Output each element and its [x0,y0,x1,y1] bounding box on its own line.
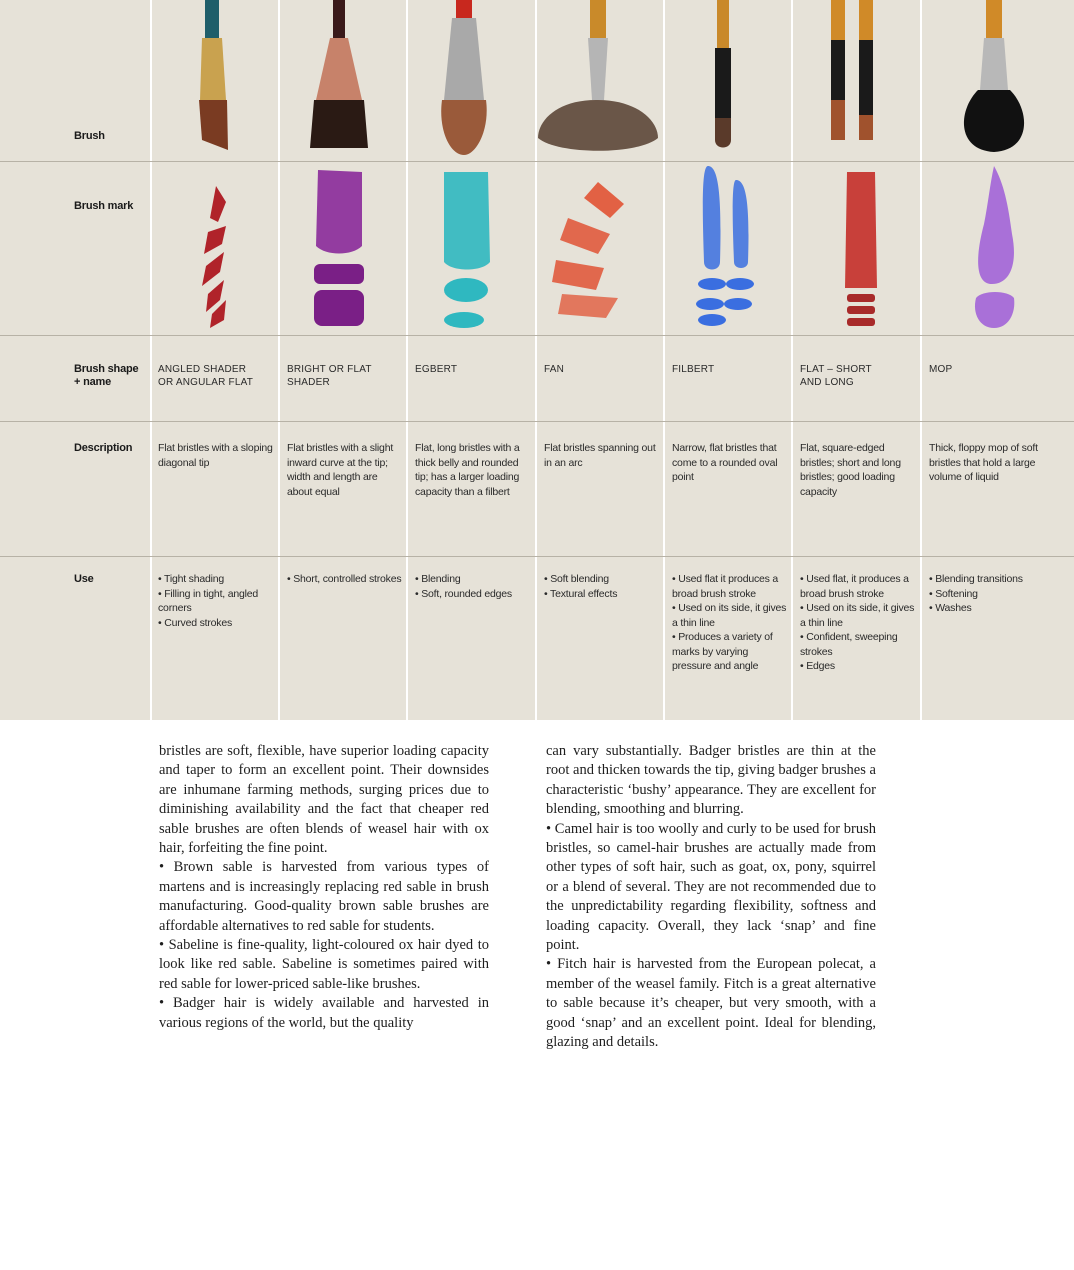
brush-handle [205,0,219,40]
row-divider [0,161,1074,162]
egbert-brush-icon [438,0,504,160]
use-item: • Used on its side, it gives a thin line [800,601,918,630]
brush-description: Flat bristles spanning out in an arc [544,442,656,469]
row-divider [0,335,1074,336]
use-item: • Used on its side, it gives a thin line [672,601,790,630]
brush-uses-list [800,572,918,674]
body-paragraph: • Sabeline is fine-quality, light-coloured ox hair dyed to look like red sable. Sabeline is sometimes paired with red sable for lower-priced sable-like brushes. [159,937,489,992]
filbert-brush-mark [692,162,762,330]
body-text-column-left [159,742,489,1033]
row-label-use: Use [74,573,94,585]
use-item: • Blending [415,572,533,587]
bright-flat-shader-brush-icon [308,0,378,160]
brush-ferrule [200,38,226,100]
row-label-brush-mark: Brush mark [74,200,134,212]
brush-description: Flat bristles with a sloping diagonal tip [158,442,273,469]
fan-brush-mark [548,178,633,328]
column-divider [278,0,280,720]
brush-ferrule [859,40,873,115]
use-item: • Short, controlled strokes [287,572,405,587]
body-paragraph: • Camel hair is too woolly and curly to be used for brush bristles, so camel-hair brushes are actually made from other types of soft hair, such as goat, ox, pony, squirrel or a blend of several. They are not recommended due to the unpredictability regarding flexibility, softness and loading capacity. Overall, they lack ‘snap’ and fine point. [546,820,876,954]
body-paragraph: • Brown sable is harvested from various types of martens and is increasingly replacing red sable in brush manufacturing. Good-quality brown sable brushes are affordable alternatives to red sable for students. [159,859,489,934]
use-item: • Curved strokes [158,616,276,631]
body-paragraph: bristles are soft, flexible, have superior loading capacity and taper to form an excellent point. Their downsides are inhumane farming methods, surging prices due to diminishing availability and the fact that cheaper red sable brushes are often blends of weasel hair with ox hair, forfeiting the fine point. [159,743,489,857]
brush-ferrule [980,38,1008,90]
brush-description: Thick, floppy mop of soft bristles that hold a large volume of liquid [929,442,1038,483]
use-item: • Filling in tight, angled corners [158,587,276,616]
brush-bristles [199,100,228,150]
brush-name: EGBERT [415,364,458,375]
body-text-column-right [546,742,876,1053]
column-divider [150,0,152,720]
use-item: • Used flat, it produces a broad brush stroke [800,572,918,601]
use-item: • Confident, sweeping strokes [800,630,918,659]
body-paragraph: can vary substantially. Badger bristles are thin at the root and thicken towards the tip, giving badger brushes a characteristic ‘bushy’ appearance. They are excellent for blending, smoothing and blurring. [546,743,876,818]
column-divider [791,0,793,720]
brush-description: Flat bristles with a slight inward curve at the tip; width and length are about equal [287,442,394,498]
brush-uses-list [672,572,790,674]
flat-short-long-brush-icon [825,0,885,160]
column-divider [920,0,922,720]
brush-handle [859,0,873,40]
mop-brush-mark [968,164,1028,332]
brush-handle [717,0,729,50]
use-item: • Blending transitions [929,572,1047,587]
brush-handle [590,0,606,40]
brush-ferrule [444,18,484,100]
brush-name: FAN [544,364,565,375]
flat-short-long-brush-mark [843,170,883,330]
brush-bristles [715,118,731,148]
row-label-brush: Brush [74,130,105,142]
use-item: • Softening [929,587,1047,602]
brush-uses-list [287,572,405,587]
brush-name: MOP [929,364,953,375]
brush-bristles [859,115,873,140]
row-label-brush-shape: Brush shape + name [74,363,139,388]
filbert-brush-icon [705,0,745,160]
use-item: • Soft, rounded edges [415,587,533,602]
brush-ferrule [316,38,362,100]
brush-uses-list [415,572,533,601]
brush-description: Flat, long bristles with a thick belly and rounded tip; has a larger loading capacity than a filbert [415,442,520,498]
angled-shader-brush-icon [190,0,240,160]
use-item: • Washes [929,601,1047,616]
brush-bristles [538,100,658,151]
use-item: • Tight shading [158,572,276,587]
brush-uses-list [544,572,662,601]
column-divider [406,0,408,720]
brush-handle [456,0,472,20]
fan-brush-icon [538,0,660,160]
bright-flat-shader-brush-mark [312,166,372,331]
brush-bristles [310,100,368,148]
column-divider [663,0,665,720]
use-item: • Edges [800,659,918,674]
brush-bristles [964,90,1024,152]
mop-brush-icon [960,0,1030,160]
row-divider [0,556,1074,557]
brush-name: ANGLED SHADER OR ANGULAR FLAT [158,364,254,388]
brush-bristles [831,100,845,140]
brush-name: BRIGHT OR FLAT SHADER [287,364,372,388]
brush-ferrule [831,40,845,100]
use-item: • Used flat it produces a broad brush stroke [672,572,790,601]
brush-handle [333,0,345,40]
brush-name: FILBERT [672,364,715,375]
use-item: • Produces a variety of marks by varying pressure and angle [672,630,790,674]
brush-uses-list [158,572,276,630]
brush-handle [831,0,845,40]
egbert-brush-mark [442,168,492,333]
brush-handle [986,0,1002,40]
brush-bristles [441,100,486,155]
row-divider [0,421,1074,422]
use-item: • Textural effects [544,587,662,602]
brush-description: Flat, square-edged bristles; short and long bristles; good loading capacity [800,442,901,498]
angled-shader-brush-mark [198,182,238,332]
body-paragraph: • Badger hair is widely available and harvested in various regions of the world, but the quality [159,995,489,1031]
use-item: • Soft blending [544,572,662,587]
body-paragraph: • Fitch hair is harvested from the European polecat, a member of the weasel family. Fitch is a great alternative to sable because it’s cheaper, but very smooth, with a good ‘snap’ and an excellent point. Ideal for blending, glazing and details. [546,956,876,1051]
brush-ferrule [715,48,731,118]
brush-uses-list [929,572,1047,616]
brush-description: Narrow, flat bristles that come to a rounded oval point [672,442,778,483]
brush-name: FLAT – SHORT AND LONG [800,364,872,388]
brush-ferrule [588,38,608,100]
column-divider [535,0,537,720]
row-label-description: Description [74,442,133,454]
